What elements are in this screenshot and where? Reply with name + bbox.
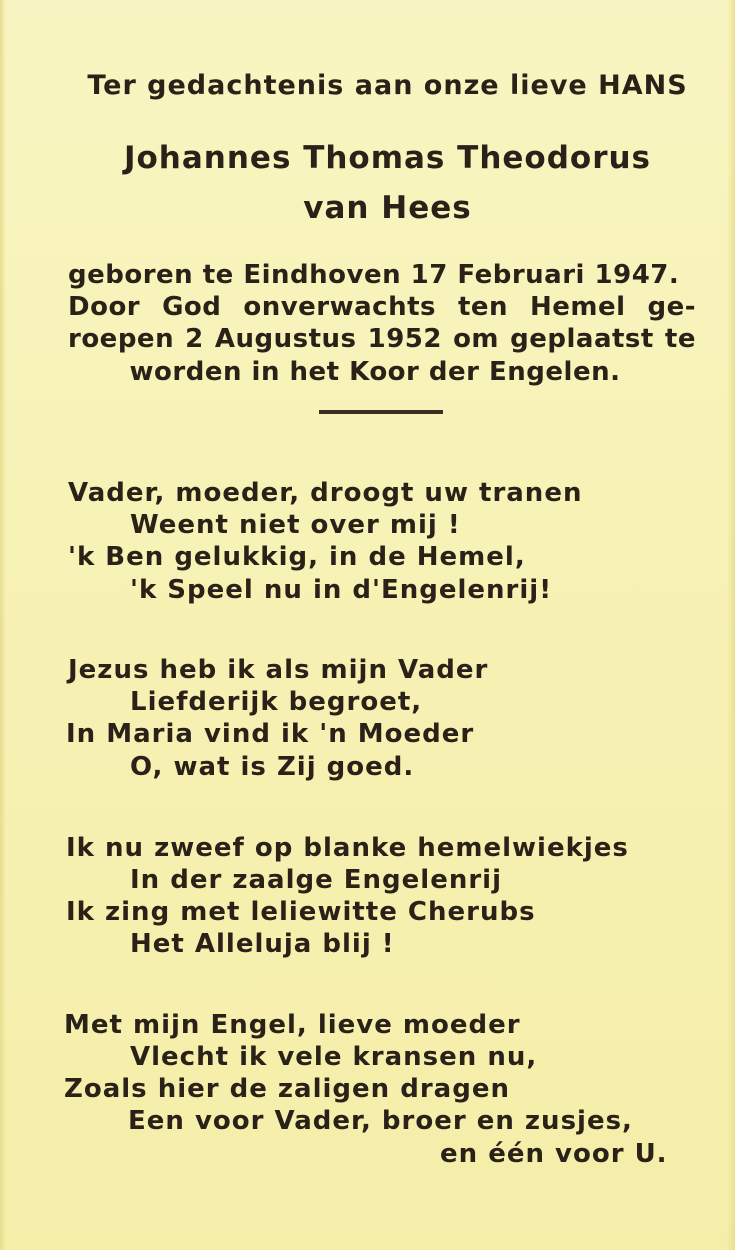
divider xyxy=(319,410,443,414)
bio-line: Door God onverwachts ten Hemel ge- xyxy=(68,292,696,322)
verse-3-line-2: In der zaalge Engelenrij xyxy=(130,865,503,895)
verse-1-line-4: 'k Speel nu in d'Engelenrij! xyxy=(130,575,553,605)
verse-4-line-3: Zoals hier de zaligen dragen xyxy=(64,1074,510,1104)
bio-line: roepen 2 Augustus 1952 om geplaatst te xyxy=(68,324,696,354)
verse-4-line-2: Vlecht ik vele kransen nu, xyxy=(130,1042,538,1072)
full-name-line-2: van Hees xyxy=(303,190,472,226)
verse-4-line-4: Een voor Vader, broer en zusjes, xyxy=(128,1106,633,1136)
verse-2-line-1: Jezus heb ik als mijn Vader xyxy=(68,655,489,685)
verse-2-line-4: O, wat is Zij goed. xyxy=(130,752,415,782)
verse-3-line-1: Ik nu zweef op blanke hemelwiekjes xyxy=(66,833,629,863)
bio-line: worden in het Koor der Engelen. xyxy=(129,357,621,387)
verse-4-line-5: en één voor U. xyxy=(440,1139,668,1169)
card-edge-right xyxy=(727,0,735,1250)
verse-1-line-1: Vader, moeder, droogt uw tranen xyxy=(68,478,583,508)
full-name-line-1: Johannes Thomas Theodorus xyxy=(123,140,652,176)
bio-line: geboren te Eindhoven 17 Februari 1947. xyxy=(68,260,680,290)
verse-3-line-4: Het Alleluja blij ! xyxy=(130,929,395,959)
verse-1-line-3: 'k Ben gelukkig, in de Hemel, xyxy=(68,542,526,572)
verse-3-line-3: Ik zing met leliewitte Cherubs xyxy=(66,897,536,927)
verse-2-line-3: In Maria vind ik 'n Moeder xyxy=(66,719,475,749)
card-edge-left xyxy=(0,0,6,1250)
dedication-line: Ter gedachtenis aan onze lieve HANS xyxy=(87,70,688,101)
verse-1-line-2: Weent niet over mij ! xyxy=(130,510,461,540)
verse-4-line-1: Met mijn Engel, lieve moeder xyxy=(64,1010,521,1040)
verse-2-line-2: Liefderijk begroet, xyxy=(130,687,423,717)
